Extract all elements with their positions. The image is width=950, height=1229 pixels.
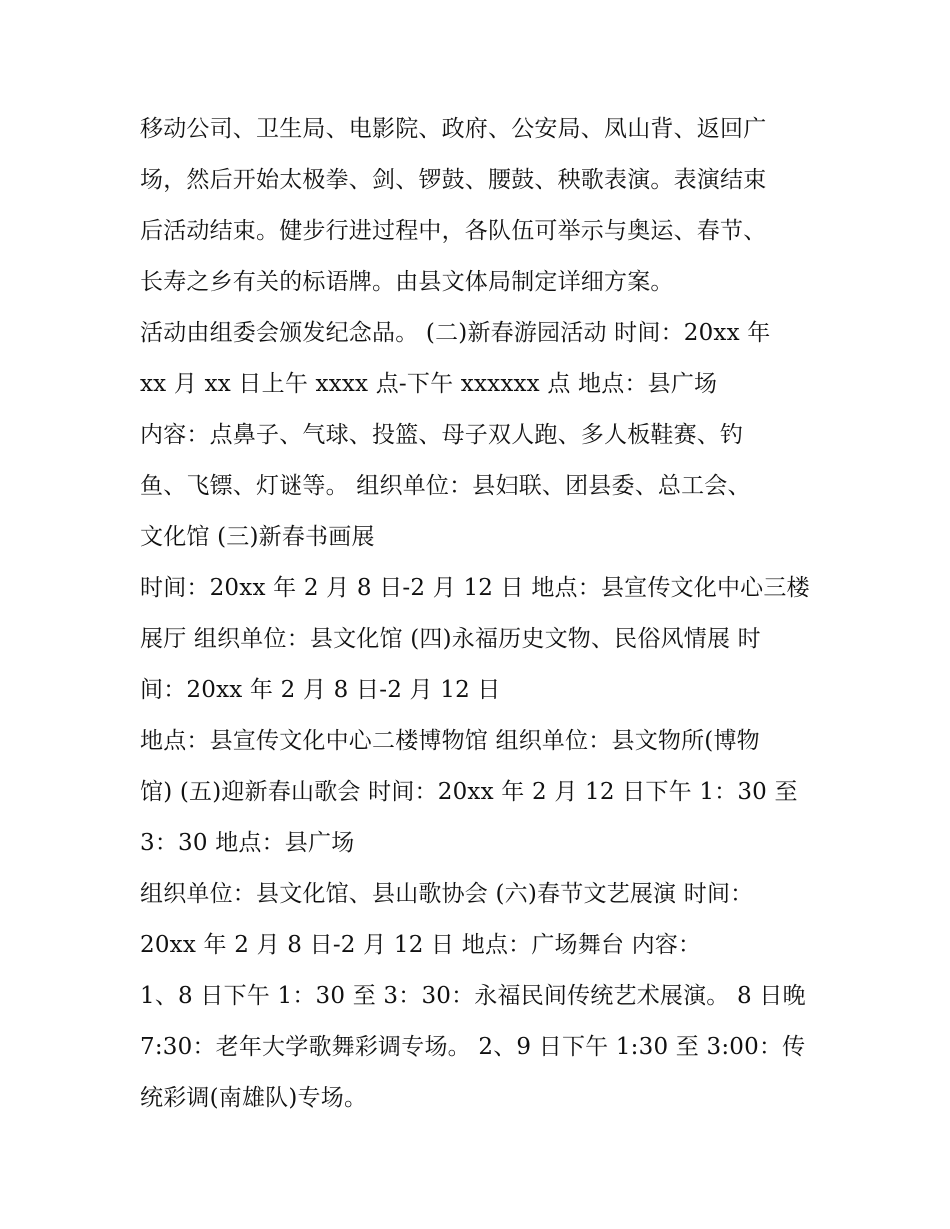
text-line: 场，然后开始太极拳、剑、锣鼓、腰鼓、秧歌表演。表演结束 <box>140 167 767 193</box>
text-line: 展厅 组织单位：县文化馆 (四)永福历史文物、民俗风情展 时 <box>140 626 761 652</box>
text-line: 组织单位：县文化馆、县山歌协会 (六)春节文艺展演 时间： <box>140 881 754 907</box>
text-line: 内容：点鼻子、气球、投篮、母子双人跑、多人板鞋赛、钓 <box>140 422 744 448</box>
text-line: 时间：20xx 年 2 月 8 日-2 月 12 日 地点：县宣传文化中心三楼 <box>140 575 810 601</box>
text-line: 馆) (五)迎新春山歌会 时间：20xx 年 2 月 12 日下午 1：30 至 <box>140 779 798 805</box>
text-line: 后活动结束。健步行进过程中，各队伍可举示与奥运、春节、 <box>140 218 767 244</box>
text-line: 统彩调(南雄队)专场。 <box>140 1085 368 1111</box>
text-line: 7:30：老年大学歌舞彩调专场。 2、9 日下午 1:30 至 3:00：传 <box>140 1034 806 1060</box>
text-line: 间：20xx 年 2 月 8 日-2 月 12 日 <box>140 677 501 703</box>
text-line: 地点：县宣传文化中心二楼博物馆 组织单位：县文物所(博物 <box>140 728 760 754</box>
text-line: 移动公司、卫生局、电影院、政府、公安局、凤山背、返回广 <box>140 116 767 142</box>
text-line: 3：30 地点：县广场 <box>140 830 355 856</box>
text-line: 1、8 日下午 1：30 至 3：30：永福民间传统艺术展演。 8 日晚 <box>140 983 806 1009</box>
text-line: 长寿之乡有关的标语牌。由县文体局制定详细方案。 <box>140 269 674 295</box>
text-line: xx 月 xx 日上午 xxxx 点-下午 xxxxxx 点 地点：县广场 <box>140 371 718 397</box>
text-line: 20xx 年 2 月 8 日-2 月 12 日 地点：广场舞台 内容： <box>140 932 702 958</box>
text-line: 鱼、飞镖、灯谜等。 组织单位：县妇联、团县委、总工会、 <box>140 473 751 499</box>
text-line: 活动由组委会颁发纪念品。 (二)新春游园活动 时间：20xx 年 <box>140 320 771 346</box>
document-body-text <box>140 104 830 1124</box>
text-line: 文化馆 (三)新春书画展 <box>140 524 375 550</box>
